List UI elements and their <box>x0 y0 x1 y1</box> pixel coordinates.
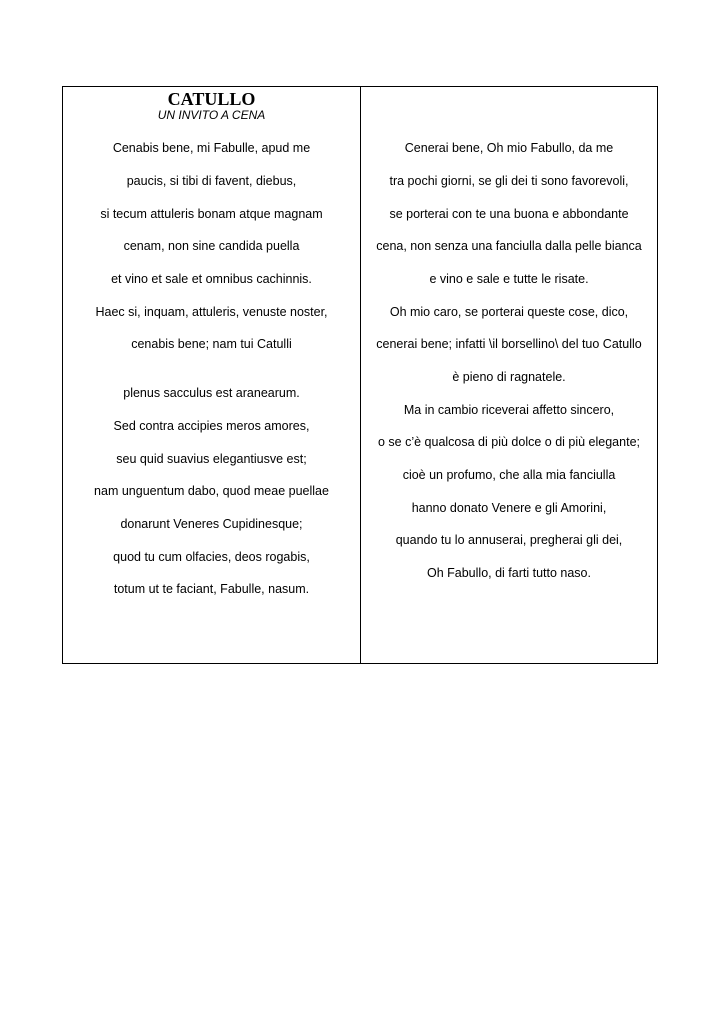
italian-line: e vino e sale e tutte le risate. <box>429 272 589 286</box>
latin-column <box>63 87 361 663</box>
poem-title: CATULLO <box>167 89 256 109</box>
italian-line: Ma in cambio riceverai affetto sincero, <box>403 403 615 417</box>
italian-line: è pieno di ragnatele. <box>452 370 566 384</box>
latin-line: Sed contra accipies meros amores, <box>113 419 310 433</box>
latin-line: Haec si, inquam, attuleris, venuste noster, <box>95 305 328 319</box>
italian-line: o se c’è qualcosa di più dolce o di più elegante; <box>378 435 640 449</box>
latin-line: plenus sacculus est aranearum. <box>123 386 300 400</box>
italian-line: Cenerai bene, Oh mio Fabullo, da me <box>404 141 614 155</box>
italian-line: cenerai bene; infatti \il borsellino\ del tuo Catullo <box>376 337 642 351</box>
latin-line: cenam, non sine candida puella <box>123 239 300 253</box>
latin-line: totum ut te faciant, Fabulle, nasum. <box>113 582 310 596</box>
italian-line: Oh Fabullo, di farti tutto naso. <box>427 566 591 580</box>
latin-line: si tecum attuleris bonam atque magnam <box>100 207 323 221</box>
italian-line: Oh mio caro, se porterai queste cose, dico, <box>389 305 629 319</box>
latin-line: et vino et sale et omnibus cachinnis. <box>111 272 312 286</box>
poem-table <box>62 86 658 664</box>
latin-line: quod tu cum olfacies, deos rogabis, <box>113 550 310 564</box>
latin-line: Cenabis bene, mi Fabulle, apud me <box>112 141 311 155</box>
italian-line: hanno donato Venere e gli Amorini, <box>411 501 607 515</box>
italian-line: cena, non senza una fanciulla dalla pelle bianca <box>376 239 642 253</box>
poem-subtitle: UN INVITO A CENA <box>157 108 266 122</box>
italian-column <box>361 87 657 663</box>
latin-line: seu quid suavius elegantiusve est; <box>116 452 307 466</box>
italian-line: cioè un profumo, che alla mia fanciulla <box>402 468 616 482</box>
italian-line: quando tu lo annuserai, pregherai gli dei, <box>395 533 623 547</box>
latin-line: nam unguentum dabo, quod meae puellae <box>94 484 329 498</box>
latin-line: paucis, si tibi di favent, diebus, <box>126 174 297 188</box>
latin-line: donarunt Veneres Cupidinesque; <box>120 517 303 531</box>
italian-line: tra pochi giorni, se gli dei ti sono favorevoli, <box>389 174 629 188</box>
italian-line: se porterai con te una buona e abbondante <box>389 207 629 221</box>
latin-line: cenabis bene; nam tui Catulli <box>131 337 292 351</box>
